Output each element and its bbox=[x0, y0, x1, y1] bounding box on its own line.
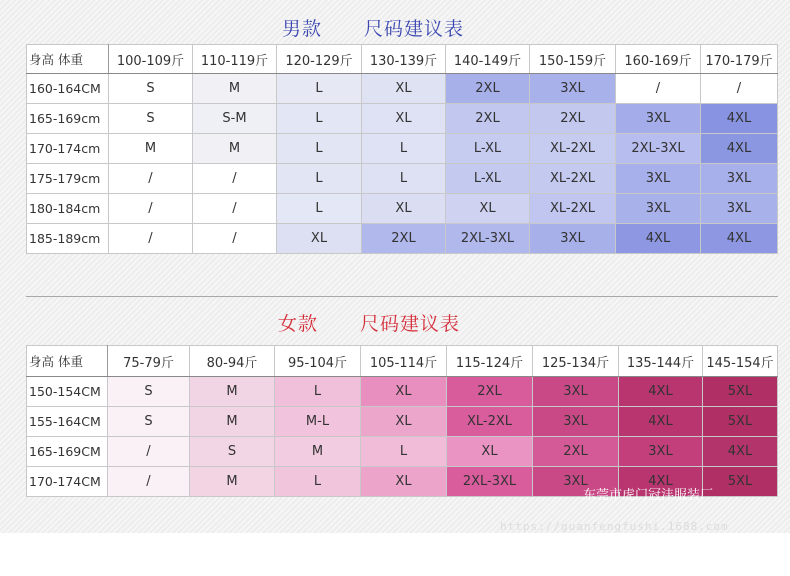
women-height-label: 155-164CM bbox=[27, 407, 108, 437]
men-size-cell: / bbox=[193, 194, 277, 224]
men-size-cell: S-M bbox=[193, 104, 277, 134]
men-size-cell: L-XL bbox=[446, 164, 530, 194]
men-size-cell: L bbox=[277, 74, 362, 104]
men-height-label: 160-164CM bbox=[27, 74, 109, 104]
men-size-cell: 3XL bbox=[616, 194, 701, 224]
men-col-header: 120-129斤 bbox=[277, 45, 362, 74]
men-row bbox=[27, 134, 778, 164]
women-size-cell: XL bbox=[447, 437, 533, 467]
men-size-cell: XL bbox=[446, 194, 530, 224]
women-header-row bbox=[27, 346, 778, 377]
men-title-chart: 尺码建议表 bbox=[364, 18, 465, 40]
women-size-cell: XL bbox=[361, 377, 447, 407]
women-size-cell: 5XL bbox=[703, 407, 778, 437]
women-size-cell: M bbox=[190, 407, 275, 437]
women-col-header: 125-134斤 bbox=[533, 346, 619, 377]
women-size-table bbox=[26, 345, 778, 497]
men-height-label: 185-189cm bbox=[27, 224, 109, 254]
men-size-cell: XL bbox=[277, 224, 362, 254]
women-size-cell: XL-2XL bbox=[447, 407, 533, 437]
women-size-cell: M bbox=[190, 467, 275, 497]
men-size-cell: 2XL bbox=[446, 104, 530, 134]
men-size-cell: L bbox=[277, 194, 362, 224]
men-size-cell: XL-2XL bbox=[530, 134, 616, 164]
men-size-cell: M bbox=[193, 134, 277, 164]
women-size-cell: 3XL bbox=[619, 437, 703, 467]
women-size-cell: L bbox=[361, 437, 447, 467]
women-height-label: 150-154CM bbox=[27, 377, 108, 407]
women-size-cell: 4XL bbox=[703, 437, 778, 467]
men-col-header: 100-109斤 bbox=[109, 45, 193, 74]
men-size-cell: M bbox=[193, 74, 277, 104]
women-size-cell: / bbox=[108, 467, 190, 497]
women-size-cell: M-L bbox=[275, 407, 361, 437]
men-size-cell: 2XL-3XL bbox=[616, 134, 701, 164]
women-title-label: 女款 bbox=[278, 313, 319, 335]
men-size-cell: 3XL bbox=[530, 224, 616, 254]
men-col-header: 170-179斤 bbox=[701, 45, 778, 74]
women-size-cell: 3XL bbox=[533, 467, 619, 497]
men-col-header: 130-139斤 bbox=[362, 45, 446, 74]
men-size-cell: 4XL bbox=[701, 224, 778, 254]
women-col-header: 75-79斤 bbox=[108, 346, 190, 377]
men-size-cell: L bbox=[362, 134, 446, 164]
bottom-band bbox=[0, 533, 790, 576]
men-size-cell: 3XL bbox=[616, 104, 701, 134]
men-height-label: 170-174cm bbox=[27, 134, 109, 164]
men-size-cell: M bbox=[109, 134, 193, 164]
men-title bbox=[282, 14, 464, 41]
men-row bbox=[27, 224, 778, 254]
women-size-cell: S bbox=[190, 437, 275, 467]
women-row bbox=[27, 437, 778, 467]
men-size-cell: / bbox=[616, 74, 701, 104]
men-size-cell: 4XL bbox=[616, 224, 701, 254]
men-size-cell: L bbox=[277, 134, 362, 164]
url-watermark: https://guanfengfushi.1688.com bbox=[500, 520, 729, 533]
women-col-header: 145-154斤 bbox=[703, 346, 778, 377]
men-corner-label: 身高 体重 bbox=[27, 45, 109, 74]
women-size-cell: 4XL bbox=[619, 467, 703, 497]
women-size-cell: 5XL bbox=[703, 467, 778, 497]
women-size-cell: 5XL bbox=[703, 377, 778, 407]
men-height-label: 175-179cm bbox=[27, 164, 109, 194]
men-size-cell: S bbox=[109, 104, 193, 134]
men-size-cell: 2XL-3XL bbox=[446, 224, 530, 254]
women-size-cell: / bbox=[108, 437, 190, 467]
men-size-cell: / bbox=[109, 194, 193, 224]
men-size-cell: 3XL bbox=[616, 164, 701, 194]
women-row bbox=[27, 407, 778, 437]
women-height-label: 170-174CM bbox=[27, 467, 108, 497]
men-size-cell: S bbox=[109, 74, 193, 104]
women-size-cell: 3XL bbox=[533, 407, 619, 437]
women-size-cell: S bbox=[108, 407, 190, 437]
men-size-cell: L bbox=[277, 104, 362, 134]
men-size-table bbox=[26, 44, 778, 254]
men-size-cell: 2XL bbox=[362, 224, 446, 254]
women-row bbox=[27, 377, 778, 407]
men-size-cell: XL-2XL bbox=[530, 194, 616, 224]
men-size-cell: 3XL bbox=[701, 164, 778, 194]
women-size-cell: L bbox=[275, 467, 361, 497]
men-col-header: 110-119斤 bbox=[193, 45, 277, 74]
women-title bbox=[278, 309, 460, 336]
women-size-cell: 2XL-3XL bbox=[447, 467, 533, 497]
women-size-cell: 4XL bbox=[619, 407, 703, 437]
men-col-header: 150-159斤 bbox=[530, 45, 616, 74]
section-divider bbox=[26, 296, 778, 297]
men-title-label: 男款 bbox=[282, 18, 323, 40]
men-size-cell: 3XL bbox=[701, 194, 778, 224]
men-size-cell: L bbox=[362, 164, 446, 194]
men-row bbox=[27, 164, 778, 194]
men-col-header: 140-149斤 bbox=[446, 45, 530, 74]
women-col-header: 135-144斤 bbox=[619, 346, 703, 377]
women-size-cell: M bbox=[190, 377, 275, 407]
company-watermark: 东莞市虎门冠沣服装厂 bbox=[583, 488, 714, 503]
women-size-cell: 3XL bbox=[533, 377, 619, 407]
women-size-cell: L bbox=[275, 377, 361, 407]
women-size-cell: XL bbox=[361, 467, 447, 497]
men-height-label: 180-184cm bbox=[27, 194, 109, 224]
women-col-header: 105-114斤 bbox=[361, 346, 447, 377]
women-size-cell: XL bbox=[361, 407, 447, 437]
men-row bbox=[27, 74, 778, 104]
men-size-cell: / bbox=[193, 224, 277, 254]
women-height-label: 165-169CM bbox=[27, 437, 108, 467]
women-size-cell: 2XL bbox=[533, 437, 619, 467]
men-size-cell: XL bbox=[362, 194, 446, 224]
men-size-cell: 4XL bbox=[701, 104, 778, 134]
men-size-cell: / bbox=[701, 74, 778, 104]
women-size-cell: S bbox=[108, 377, 190, 407]
men-size-cell: 3XL bbox=[530, 74, 616, 104]
men-size-cell: L bbox=[277, 164, 362, 194]
men-header-row bbox=[27, 45, 778, 74]
men-size-cell: 4XL bbox=[701, 134, 778, 164]
women-col-header: 115-124斤 bbox=[447, 346, 533, 377]
men-size-cell: L-XL bbox=[446, 134, 530, 164]
men-size-cell: / bbox=[109, 164, 193, 194]
women-col-header: 80-94斤 bbox=[190, 346, 275, 377]
men-size-cell: XL bbox=[362, 74, 446, 104]
men-size-cell: 2XL bbox=[530, 104, 616, 134]
women-title-chart: 尺码建议表 bbox=[360, 313, 461, 335]
men-size-cell: 2XL bbox=[446, 74, 530, 104]
women-corner-label: 身高 体重 bbox=[27, 346, 108, 377]
men-size-cell: XL-2XL bbox=[530, 164, 616, 194]
men-height-label: 165-169cm bbox=[27, 104, 109, 134]
women-size-cell: M bbox=[275, 437, 361, 467]
men-row bbox=[27, 194, 778, 224]
men-row bbox=[27, 104, 778, 134]
men-size-cell: XL bbox=[362, 104, 446, 134]
men-size-cell: / bbox=[193, 164, 277, 194]
women-size-cell: 4XL bbox=[619, 377, 703, 407]
men-col-header: 160-169斤 bbox=[616, 45, 701, 74]
women-size-cell: 2XL bbox=[447, 377, 533, 407]
women-col-header: 95-104斤 bbox=[275, 346, 361, 377]
men-size-cell: / bbox=[109, 224, 193, 254]
